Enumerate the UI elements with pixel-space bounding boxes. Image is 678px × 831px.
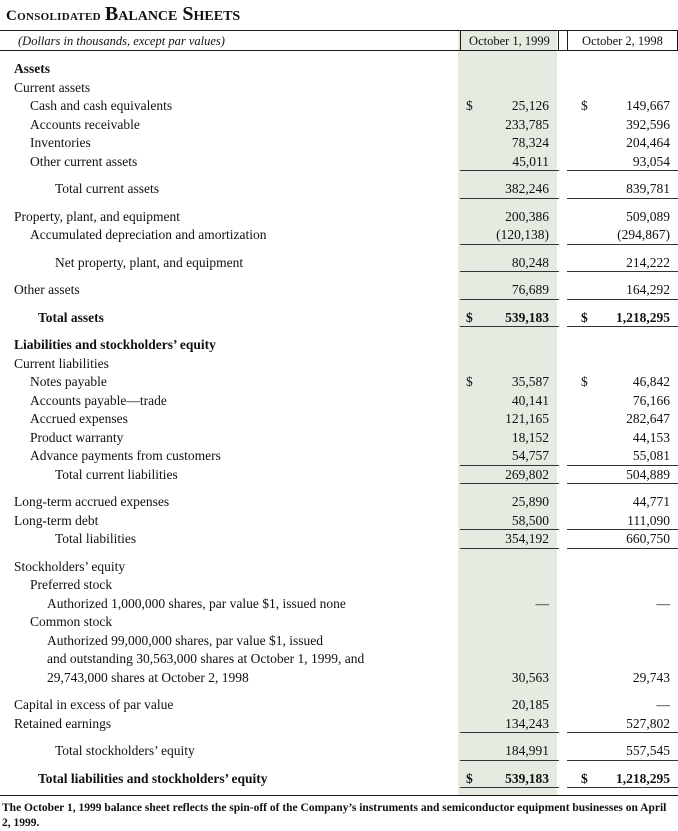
table-row — [0, 742, 678, 761]
table-row — [0, 134, 678, 153]
amount-1999: 382,246 — [505, 181, 549, 196]
value-1999 — [460, 60, 559, 79]
row-label: Other current assets — [30, 153, 138, 169]
row-label: Preferred stock — [30, 577, 113, 592]
row-label: Total current liabilities — [55, 466, 178, 482]
value-1999 — [460, 392, 559, 411]
column-gap — [559, 613, 567, 632]
value-1999 — [460, 153, 559, 172]
row-label: Total liabilities — [55, 531, 137, 546]
value-1998 — [567, 632, 678, 651]
table-row — [0, 254, 678, 273]
value-1998 — [567, 466, 678, 485]
row-label: Liabilities and stockholders’ equity — [14, 337, 216, 352]
amount-1999: 54,757 — [511, 448, 549, 463]
amount-1999: 25,126 — [511, 98, 549, 113]
table-row — [0, 429, 678, 448]
amount-1999: 78,324 — [511, 135, 549, 150]
row-label: Total assets — [38, 309, 104, 325]
value-1999 — [460, 226, 559, 245]
row-label: Product warranty — [30, 429, 124, 445]
amount-1998: 527,802 — [626, 715, 670, 731]
amount-1998: 29,743 — [632, 669, 670, 685]
value-1998 — [567, 60, 678, 79]
amount-1999: 18,152 — [511, 429, 549, 445]
value-1998 — [567, 226, 678, 245]
row-label: Inventories — [30, 135, 91, 150]
column-gap — [559, 770, 567, 789]
column-gap — [559, 669, 567, 688]
column-gap — [559, 595, 567, 614]
amount-1999: 80,248 — [511, 254, 549, 270]
amount-1998: 164,292 — [626, 282, 670, 297]
amount-1998: 44,153 — [632, 429, 670, 445]
table-row — [0, 226, 678, 245]
amount-1999: 30,563 — [511, 669, 549, 685]
amount-1998: 149,667 — [626, 98, 670, 113]
amount-1999: 35,587 — [511, 374, 549, 389]
column-gap — [559, 60, 567, 79]
table-row — [0, 447, 678, 466]
amount-1999: 25,890 — [511, 494, 549, 509]
table-row — [0, 97, 678, 116]
value-1999 — [460, 447, 559, 466]
amount-1999: 45,011 — [512, 153, 549, 169]
column-gap — [559, 447, 567, 466]
row-label: Accrued expenses — [30, 411, 128, 426]
value-1998 — [567, 79, 678, 98]
value-1998 — [567, 530, 678, 549]
dollar-sign: $ — [466, 98, 473, 113]
row-label: Current liabilities — [14, 355, 109, 371]
column-gap — [559, 632, 567, 651]
table-row — [0, 632, 678, 651]
amount-1998: — — [656, 595, 670, 611]
balance-sheet-table — [0, 30, 678, 796]
row-label: Accounts payable—trade — [30, 392, 167, 408]
amount-1999: 20,185 — [511, 697, 549, 712]
value-1999 — [460, 429, 559, 448]
value-1998 — [567, 650, 678, 669]
value-1999 — [460, 208, 559, 227]
value-1999 — [460, 97, 559, 116]
value-1999 — [460, 595, 559, 614]
value-1999 — [460, 466, 559, 485]
value-1998 — [567, 595, 678, 614]
amount-1998: 509,089 — [626, 208, 670, 224]
row-label: Retained earnings — [14, 715, 112, 731]
row-label: Property, plant, and equipment — [14, 208, 180, 224]
column-gap — [559, 309, 567, 328]
value-1999 — [460, 309, 559, 328]
row-label: Long-term debt — [14, 512, 99, 528]
column-gap — [559, 180, 567, 199]
column-gap — [559, 410, 567, 429]
title-prefix: Consolidated — [6, 8, 101, 24]
table-row — [0, 153, 678, 172]
value-1998 — [567, 208, 678, 227]
amount-1998: 214,222 — [626, 254, 670, 270]
column-gap — [559, 116, 567, 135]
value-1999 — [460, 373, 559, 392]
table-row — [0, 576, 678, 595]
row-label: Accumulated depreciation and amortization — [30, 227, 267, 242]
table-row — [0, 79, 678, 98]
value-1999 — [460, 558, 559, 577]
value-1998 — [567, 429, 678, 448]
dollar-sign: $ — [466, 374, 473, 389]
value-1999 — [460, 134, 559, 153]
row-label: Long-term accrued expenses — [14, 494, 170, 509]
value-1999 — [460, 715, 559, 734]
table-row — [0, 180, 678, 199]
column-gap — [559, 281, 567, 300]
amount-1999: 539,183 — [505, 770, 549, 786]
amount-1999: 539,183 — [505, 309, 549, 325]
row-label: Advance payments from customers — [30, 448, 221, 463]
column-gap — [559, 355, 567, 374]
amount-1999: 354,192 — [505, 531, 549, 546]
amount-1999: 184,991 — [505, 743, 549, 758]
amount-1998: 557,545 — [626, 743, 670, 758]
row-label: Common stock — [30, 614, 113, 629]
value-1999 — [460, 254, 559, 273]
column-gap — [559, 254, 567, 273]
column-gap — [559, 558, 567, 577]
value-1999 — [460, 336, 559, 355]
column-gap — [559, 493, 567, 512]
balance-sheet-rows — [0, 51, 678, 795]
value-1999 — [460, 742, 559, 761]
value-1999 — [460, 770, 559, 789]
value-1998 — [567, 410, 678, 429]
row-label: Authorized 1,000,000 shares, par value $1, issued none — [47, 595, 346, 611]
table-header — [0, 31, 678, 51]
row-label: and outstanding 30,563,000 shares at October 1, 1999, and — [47, 651, 365, 666]
amount-1998: 1,218,295 — [616, 309, 670, 325]
amount-1998: 1,218,295 — [616, 770, 670, 786]
page-title — [0, 2, 678, 30]
table-row — [0, 770, 678, 789]
column-gap — [559, 429, 567, 448]
row-label: Other assets — [14, 282, 80, 297]
row-label: Net property, plant, and equipment — [55, 254, 244, 270]
column-gap — [559, 208, 567, 227]
amount-1999: 40,141 — [511, 392, 549, 408]
amount-1998: — — [656, 697, 670, 712]
footnote: The October 1, 1999 balance sheet reflects the spin-off of the Company’s instruments and semiconductor equipment businesses on April 2, 1999. — [2, 802, 667, 829]
value-1998 — [567, 116, 678, 135]
table-row — [0, 530, 678, 549]
column-gap — [559, 226, 567, 245]
amount-1998: 55,081 — [632, 448, 670, 463]
column-gap — [559, 134, 567, 153]
value-1998 — [567, 770, 678, 789]
value-1998 — [567, 281, 678, 300]
column-gap — [559, 715, 567, 734]
row-label: Stockholders’ equity — [14, 558, 126, 574]
dollar-sign: $ — [466, 770, 473, 786]
row-label: 29,743,000 shares at October 2, 1998 — [47, 669, 249, 685]
units-note: (Dollars in thousands, except par values) — [18, 34, 225, 48]
amount-1998: 46,842 — [632, 374, 670, 389]
amount-1998: 204,464 — [626, 135, 670, 150]
value-1998 — [567, 180, 678, 199]
value-1998 — [567, 373, 678, 392]
row-label: Accounts receivable — [30, 116, 140, 132]
value-1998 — [567, 447, 678, 466]
amount-1999: — — [535, 595, 549, 611]
row-label: Notes payable — [30, 374, 107, 389]
table-row — [0, 281, 678, 300]
table-row — [0, 392, 678, 411]
value-1998 — [567, 254, 678, 273]
amount-1999: 269,802 — [505, 466, 549, 482]
table-row — [0, 715, 678, 734]
column-gap — [559, 31, 567, 50]
table-row — [0, 512, 678, 531]
column-gap — [559, 97, 567, 116]
column-gap — [559, 466, 567, 485]
column-gap — [559, 153, 567, 172]
amount-1998: 93,054 — [632, 153, 670, 169]
column-gap — [559, 650, 567, 669]
amount-1998: 44,771 — [632, 494, 670, 509]
column-gap — [559, 512, 567, 531]
value-1998 — [567, 309, 678, 328]
table-row — [0, 60, 678, 79]
amount-1998: 76,166 — [632, 392, 670, 408]
column-gap — [559, 530, 567, 549]
column-gap — [559, 742, 567, 761]
table-row — [0, 650, 678, 669]
value-1999 — [460, 512, 559, 531]
amount-1999: (120,138) — [496, 227, 549, 242]
value-1998 — [567, 97, 678, 116]
table-row — [0, 613, 678, 632]
column-header-1999: October 1, 1999 — [460, 31, 559, 50]
amount-1998: 660,750 — [626, 531, 670, 546]
value-1999 — [460, 650, 559, 669]
table-row — [0, 373, 678, 392]
column-gap — [559, 576, 567, 595]
row-label: Current assets — [14, 79, 91, 95]
row-label: Total liabilities and stockholders’ equity — [38, 770, 268, 786]
table-row — [0, 595, 678, 614]
value-1999 — [460, 669, 559, 688]
column-gap — [559, 373, 567, 392]
value-1998 — [567, 134, 678, 153]
table-row — [0, 669, 678, 688]
amount-1998: 282,647 — [626, 411, 670, 426]
value-1999 — [460, 632, 559, 651]
value-1999 — [460, 493, 559, 512]
column-header-1998: October 2, 1998 — [567, 31, 678, 50]
table-row — [0, 558, 678, 577]
row-label: Authorized 99,000,000 shares, par value $1, issued — [47, 632, 323, 648]
value-1998 — [567, 493, 678, 512]
value-1998 — [567, 715, 678, 734]
column-gap — [559, 79, 567, 98]
column-gap — [559, 392, 567, 411]
dollar-sign: $ — [581, 98, 588, 113]
value-1999 — [460, 79, 559, 98]
row-label: Cash and cash equivalents — [30, 98, 173, 113]
table-row — [0, 466, 678, 485]
row-label: Assets — [14, 61, 50, 76]
amount-1999: 134,243 — [505, 715, 549, 731]
amount-1999: 200,386 — [505, 208, 549, 224]
value-1998 — [567, 512, 678, 531]
amount-1998: 392,596 — [626, 116, 670, 132]
table-row — [0, 309, 678, 328]
column-gap — [559, 696, 567, 715]
amount-1999: 233,785 — [505, 116, 549, 132]
value-1998 — [567, 355, 678, 374]
amount-1998: 504,889 — [626, 466, 670, 482]
value-1998 — [567, 392, 678, 411]
value-1999 — [460, 180, 559, 199]
amount-1999: 121,165 — [505, 411, 549, 426]
value-1999 — [460, 696, 559, 715]
row-label: Total current assets — [55, 181, 160, 196]
title-main: Balance Sheets — [104, 3, 241, 25]
value-1998 — [567, 153, 678, 172]
amount-1998: (294,867) — [617, 227, 670, 242]
value-1999 — [460, 410, 559, 429]
table-row — [0, 355, 678, 374]
table-row — [0, 208, 678, 227]
value-1998 — [567, 669, 678, 688]
dollar-sign: $ — [466, 309, 473, 325]
amount-1998: 839,781 — [626, 181, 670, 196]
value-1999 — [460, 281, 559, 300]
value-1998 — [567, 336, 678, 355]
amount-1998: 111,090 — [627, 512, 670, 528]
table-row — [0, 493, 678, 512]
value-1999 — [460, 530, 559, 549]
table-row — [0, 336, 678, 355]
table-row — [0, 696, 678, 715]
column-gap — [559, 336, 567, 355]
value-1998 — [567, 742, 678, 761]
value-1999 — [460, 355, 559, 374]
amount-1999: 76,689 — [511, 282, 549, 297]
amount-1999: 58,500 — [511, 512, 549, 528]
value-1999 — [460, 576, 559, 595]
dollar-sign: $ — [581, 770, 588, 786]
table-row — [0, 116, 678, 135]
table-row — [0, 410, 678, 429]
dollar-sign: $ — [581, 374, 588, 389]
value-1998 — [567, 576, 678, 595]
value-1998 — [567, 696, 678, 715]
dollar-sign: $ — [581, 309, 588, 325]
value-1998 — [567, 558, 678, 577]
row-label: Total stockholders’ equity — [55, 743, 195, 758]
row-label: Capital in excess of par value — [14, 697, 174, 712]
value-1999 — [460, 116, 559, 135]
value-1998 — [567, 613, 678, 632]
value-1999 — [460, 613, 559, 632]
